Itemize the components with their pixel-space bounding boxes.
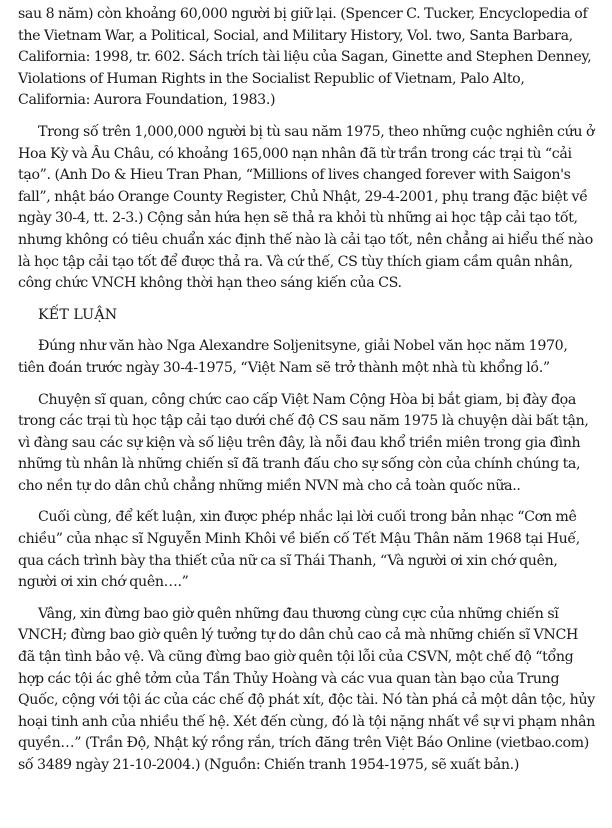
paragraph-endless-story: Chuyện sĩ quan, công chức cao cấp Việt Nam Cộng Hòa bị bắt giam, bị đày đọa trong các trại tù học tập cải tạo dưới chế độ CS sau năm 1975 là chuyện dài bất tận, vì đàng sau các sự kiện và số liệu trên đây, là nỗi đau khổ triền miên trong gia đình những tù nhân là những chiến sĩ đã tranh đấu cho sự sống còn của chính chúng ta, cho nền tự do dân chủ chẳng những miền NVN mà cho cả toàn quốc nữa.. bbox=[18, 391, 589, 494]
paragraph-soljenitsyne-quote: Đúng như văn hào Nga Alexandre Soljenitsyne, giải Nobel văn học năm 1970, tiên đoán trước ngày 30-4-1975, “Việt Nam sẽ trở thành một nhà tù khổng lồ.” bbox=[18, 338, 568, 376]
paragraph-prisoner-deaths: Trong số trên 1,000,000 người bị tù sau năm 1975, theo những cuộc nghiên cứu ở Hoa Kỳ và Âu Châu, có khoảng 165,000 nạn nhân đã từ trần trong các trại tù “cải tạo”. (Anh Do & Hieu Tran Phan, “Millions of lives changed forever with Saigon's fall”, nhật báo Orange County Register, Chủ Nhật, 29-4-2001, phụ trang đặc biệt về ngày 30-4, tt. 2-3.) Cộng sản hứa hẹn sẽ thả ra khỏi tù những ai học tập cải tạo tốt, nhưng không có tiêu chuẩn xác định thế nào là cải tạo tốt, nên chẳng ai hiểu thế nào là học tập cải tạo tốt để được thả ra. Và cứ thế, CS tùy thích giam cầm quân nhân, công chức VNCH không thời hạn theo sáng kiến của CS. bbox=[18, 123, 595, 292]
paragraph-citation-continued: sau 8 năm) còn khoảng 60,000 người bị giữ lại. (Spencer C. Tucker, Encyclopedia of the Vietnam War, a Political, Social, and Military History, Vol. two, Santa Barbara, California: 1998, tr. 602. Sách trích tài liệu của Sagan, Ginette and Stephen Denney, Violations of Human Rights in the Socialist Republic of Vietnam, Palo Alto, California: Aurora Foundation, 1983.) bbox=[18, 6, 592, 109]
section-heading-conclusion: KẾT LUẬN bbox=[38, 306, 118, 323]
document-page bbox=[18, 4, 596, 787]
paragraph-song-quote: Cuối cùng, để kết luận, xin được phép nhắc lại lời cuối trong bản nhạc “Cơn mê chiều” của nhạc sĩ Nguyễn Minh Khôi về biến cố Tết Mậu Thân năm 1968 tại Huế, qua cách trình bày tha thiết của nữ ca sĩ Thái Thanh, “Và người ơi xin chớ quên, người ơi xin chớ quên….” bbox=[18, 509, 580, 591]
paragraph-never-forget: Vâng, xin đừng bao giờ quên những đau thương cùng cực của những chiến sĩ VNCH; đừng bao giờ quên lý tưởng tự do dân chủ cao cả mà những chiến sĩ VNCH đã tận tình bảo vệ. Và cũng đừng bao giờ quên tội lỗi của CSVN, một chế độ “tổng hợp các tội ác ghê tởm của Tần Thủy Hoàng và các vua quan tàn bạo của Trung Quốc, cộng với tội ác của các chế độ phát xít, độc tài. Nó tàn phá cả một dân tộc, hủy hoại tinh anh của nhiều thế hệ. Xét đến cùng, đó là tội nặng nhất về sự vi phạm nhân quyền…” (Trần Độ, Nhật ký rồng rắn, trích đăng trên Việt Báo Online (vietbao.com) số 3489 ngày 21-10-2004.) (Nguồn: Chiến tranh 1954-1975, sẽ xuất bản.) bbox=[18, 605, 595, 773]
